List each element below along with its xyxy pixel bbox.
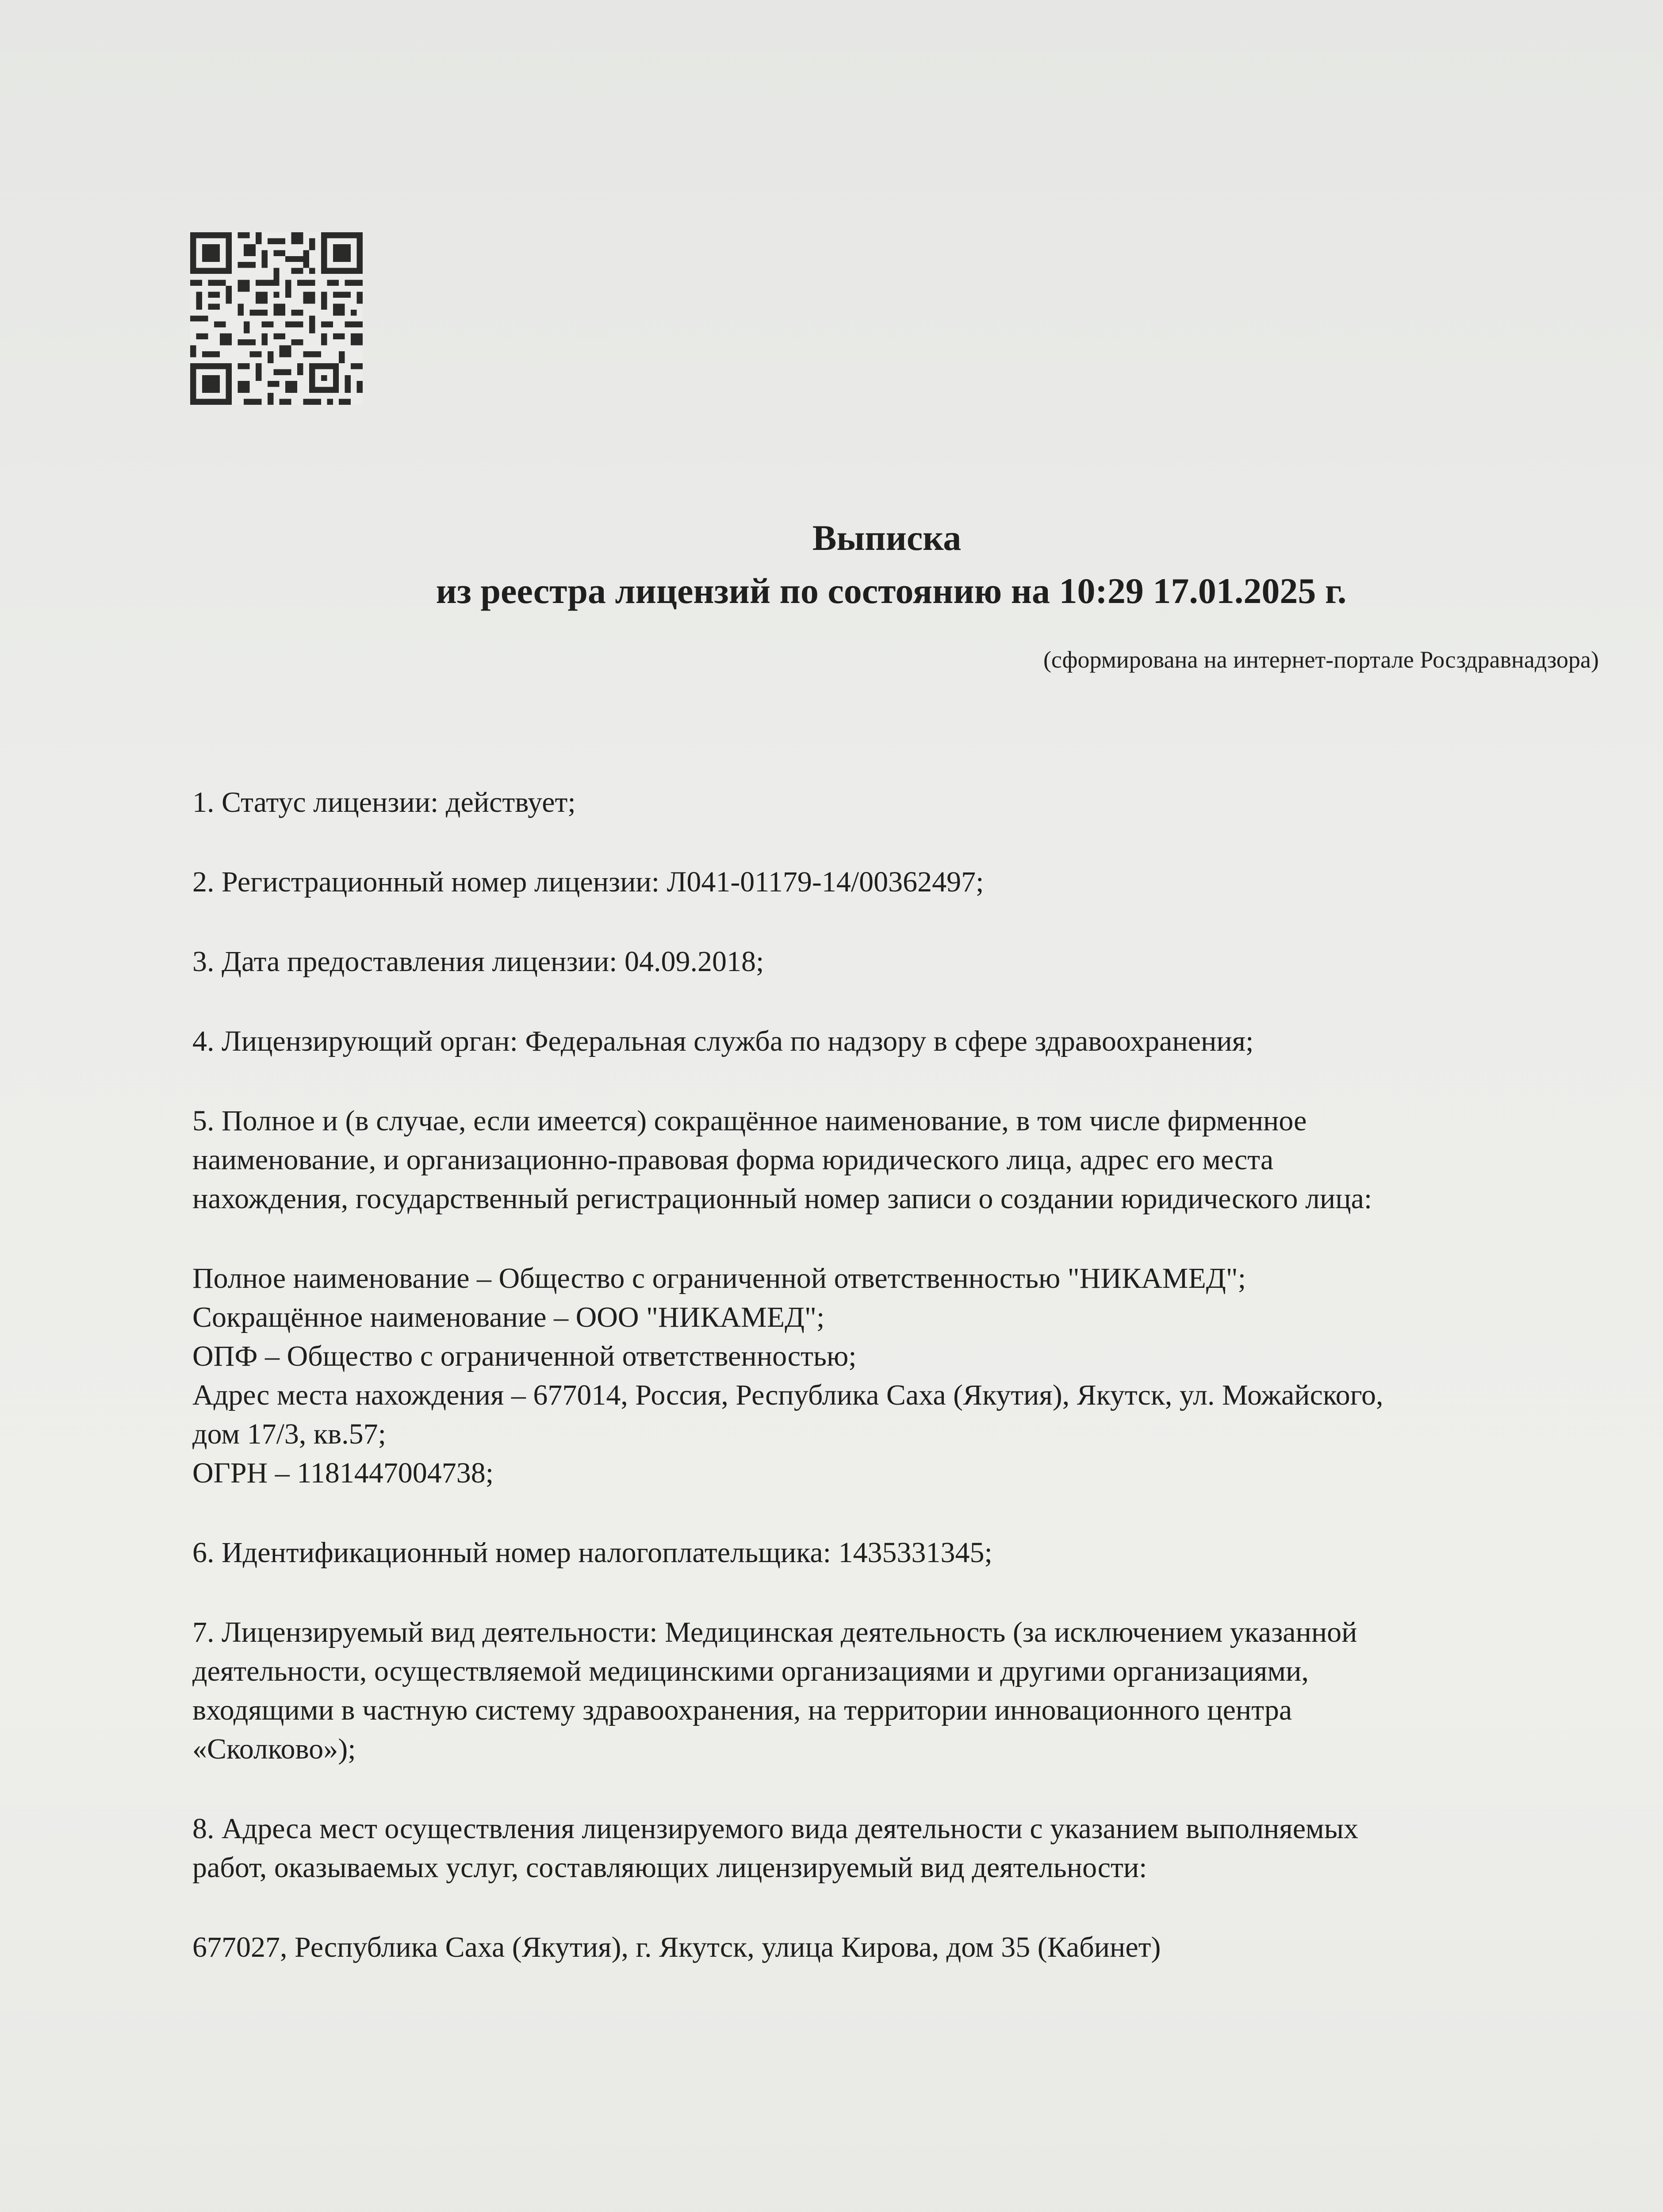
item-organization-heading: 5. Полное и (в случае, если имеется) сокращённое наименование, в том числе фирменное наименование, и организационно-правовая форма юридического лица, адрес его места нахождения, государственный регистрационный номер записи о создании юридического лица:	[192, 1105, 1372, 1215]
detail-ogrn: ОГРН – 1181447004738;	[192, 1457, 494, 1489]
activity-address: 677027, Республика Саха (Якутия), г. Якутск, улица Кирова, дом 35 (Кабинет)	[192, 1931, 1161, 1963]
document-subtitle-registry: из реестра лицензий по состоянию на 10:29 17.01.2025 г.	[436, 571, 1347, 611]
item-issue-date: 3. Дата предоставления лицензии: 04.09.2018;	[192, 945, 764, 978]
organization-details	[192, 1259, 1608, 1493]
item-registration-number: 2. Регистрационный номер лицензии: Л041-01179-14/00362497;	[192, 866, 984, 898]
item-license-status: 1. Статус лицензии: действует;	[192, 786, 576, 818]
detail-address: Адрес места нахождения – 677014, Россия, Республика Саха (Якутия), Якутск, ул. Можайского, дом 17/3, кв.57;	[192, 1379, 1383, 1450]
document-body	[192, 783, 1608, 2008]
generated-note: (сформирована на интернет-портале Росздравнадзора)	[1043, 646, 1599, 673]
detail-short-name: Сокращённое наименование – ООО "НИКАМЕД";	[192, 1301, 825, 1333]
item-activity-places: 8. Адреса мест осуществления лицензируемого вида деятельности с указанием выполняемых работ, оказываемых услуг, составляющих лицензируемый вид деятельности:	[192, 1813, 1359, 1884]
document-title: Выписка	[812, 518, 962, 558]
item-activity-type: 7. Лицензируемый вид деятельности: Медицинская деятельность (за исключением указанной деятельности, осуществляемой медицинскими организациями и другими организациями, входящими в частную систему здравоохранения, на территории инновационного центра «Сколково»);	[192, 1616, 1357, 1765]
item-tax-id: 6. Идентификационный номер налогоплательщика: 1435331345;	[192, 1536, 992, 1569]
detail-opf: ОПФ – Общество с ограниченной ответственностью;	[192, 1340, 857, 1372]
detail-full-name: Полное наименование – Общество с ограниченной ответственностью "НИКАМЕД";	[192, 1262, 1246, 1294]
qr-code-icon	[190, 232, 363, 405]
item-licensing-authority: 4. Лицензирующий орган: Федеральная служба по надзору в сфере здравоохранения;	[192, 1025, 1254, 1057]
